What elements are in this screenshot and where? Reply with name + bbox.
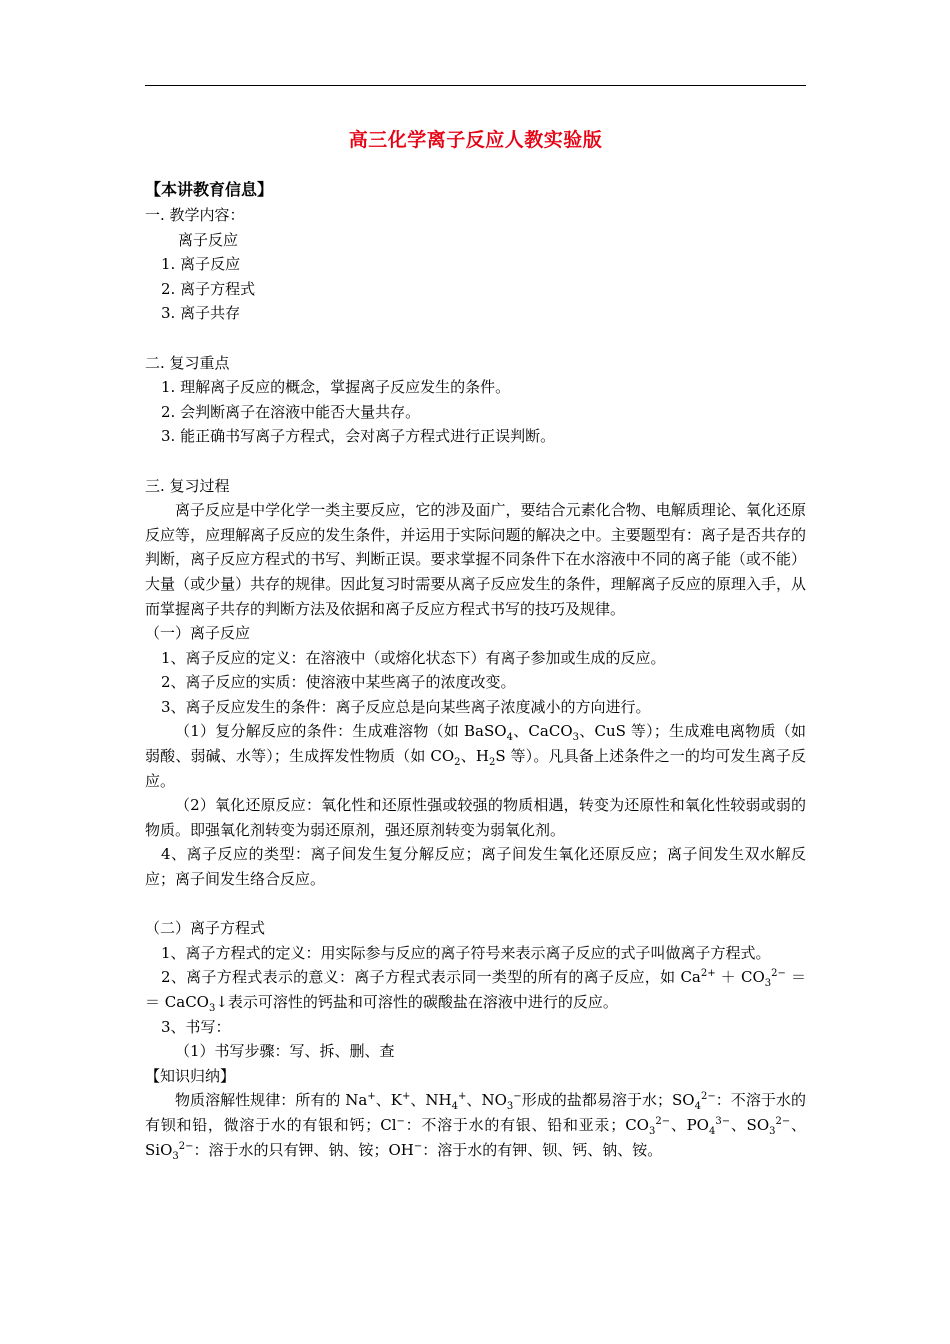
section-header: 【本讲教育信息】 [145, 180, 274, 199]
s2-heading: 二. 复习重点 [145, 353, 230, 372]
part2-p2: 2、离子方程式表示的意义：离子方程式表示同一类型的所有的离子反应，如 $Ca^{2+} + CO_3^{2-}$ ＝＝ CaCO$_3$↓表示可溶性的钙盐和可溶性的碳酸盐在溶液中进行的反应。 [145, 968, 806, 1014]
s1-item: 2. 离子方程式 [161, 279, 256, 298]
s2-item: 1. 理解离子反应的概念，掌握离子反应发生的条件。 [161, 378, 511, 397]
s3-intro: 离子反应是中学化学一类主要反应，它的涉及面广，要结合元素化合物、电解质理论、氧化还原反应等，应理解离子反应的发生条件，并运用于实际问题的解决之中。主要题型有：离子是否共存的判断，离子反应方程式的书写、判断正误。要求掌握不同条件下在水溶液中不同的离子能（或不能）大量（或少量）共存的规律。因此复习时需要从离子反应发生的条件，理解离子反应的原理入手，从而掌握离子共存的判断方法及依据和离子反应方程式书写的技巧及规律。 [145, 501, 806, 618]
part1-p1: 1、离子反应的定义：在溶液中（或熔化状态下）有离子参加或生成的反应。 [161, 648, 666, 667]
part1-condition-1: （1）复分解反应的条件：生成难溶物（如 BaSO$_4$、CaCO$_3$、CuS 等）；生成难电离物质（如弱酸、弱碱、水等）；生成挥发性物质（如 $CO_2$、$H_2S$ 等）。凡具备上述条件之一的均可发生离子反应。 [145, 722, 806, 790]
part2-p3-step: （1）书写步骤：写、拆、删、查 [175, 1042, 395, 1061]
part1-condition-2: （2）氧化还原反应：氧化性和还原性强或较强的物质相遇，转变为还原性和氧化性较弱或弱的物质。即强氧化剂转变为弱还原剂，强还原剂转变为弱氧化剂。 [145, 796, 806, 839]
part1-p3: 3、离子反应发生的条件：离子反应总是向某些离子浓度减小的方向进行。 [161, 697, 651, 716]
document-body [145, 176, 806, 1162]
knowledge-text: 物质溶解性规律：所有的 Na+、K+、$NH_4^+$、$NO_3^-$形成的盐都易溶于水；$SO_4^{2-}$：不溶于水的有钡和铅，微溶于水的有银和钙；Cl−：不溶于水的有银、铅和亚汞；$CO_3^{2-}$、$PO_4^{3-}$、$SO_3^{2-}$、SiO$_3^{2-}$：溶于水的只有钾、钠、铵；OH−：溶于水的有钾、钡、钙、钠、铵。 [145, 1091, 806, 1162]
s1-item: 1. 离子反应 [161, 255, 241, 274]
s2-item: 3. 能正确书写离子方程式，会对离子方程式进行正误判断。 [161, 427, 556, 446]
s2-item: 2. 会判断离子在溶液中能否大量共存。 [161, 402, 421, 421]
page-title: 高三化学离子反应人教实验版 [348, 129, 603, 151]
part1-p2: 2、离子反应的实质：使溶液中某些离子的浓度改变。 [161, 673, 516, 692]
header-rule [145, 85, 806, 86]
part2-p3: 3、书写： [161, 1017, 231, 1036]
s1-item: 3. 离子共存 [161, 304, 241, 323]
knowledge-heading: 【知识归纳】 [145, 1066, 236, 1085]
part1-heading: （一）离子反应 [145, 624, 251, 643]
part2-p1: 1、离子方程式的定义：用实际参与反应的离子符号来表示离子反应的式子叫做离子方程式。 [161, 943, 771, 962]
part2-heading: （二）离子方程式 [145, 919, 266, 938]
s3-heading: 三. 复习过程 [145, 476, 230, 495]
s1-topic: 离子反应 [178, 230, 239, 249]
part1-p4: 4、离子反应的类型：离子间发生复分解反应；离子间发生氧化还原反应；离子间发生双水解反应；离子间发生络合反应。 [145, 845, 806, 889]
s1-heading: 一. 教学内容： [145, 206, 245, 224]
